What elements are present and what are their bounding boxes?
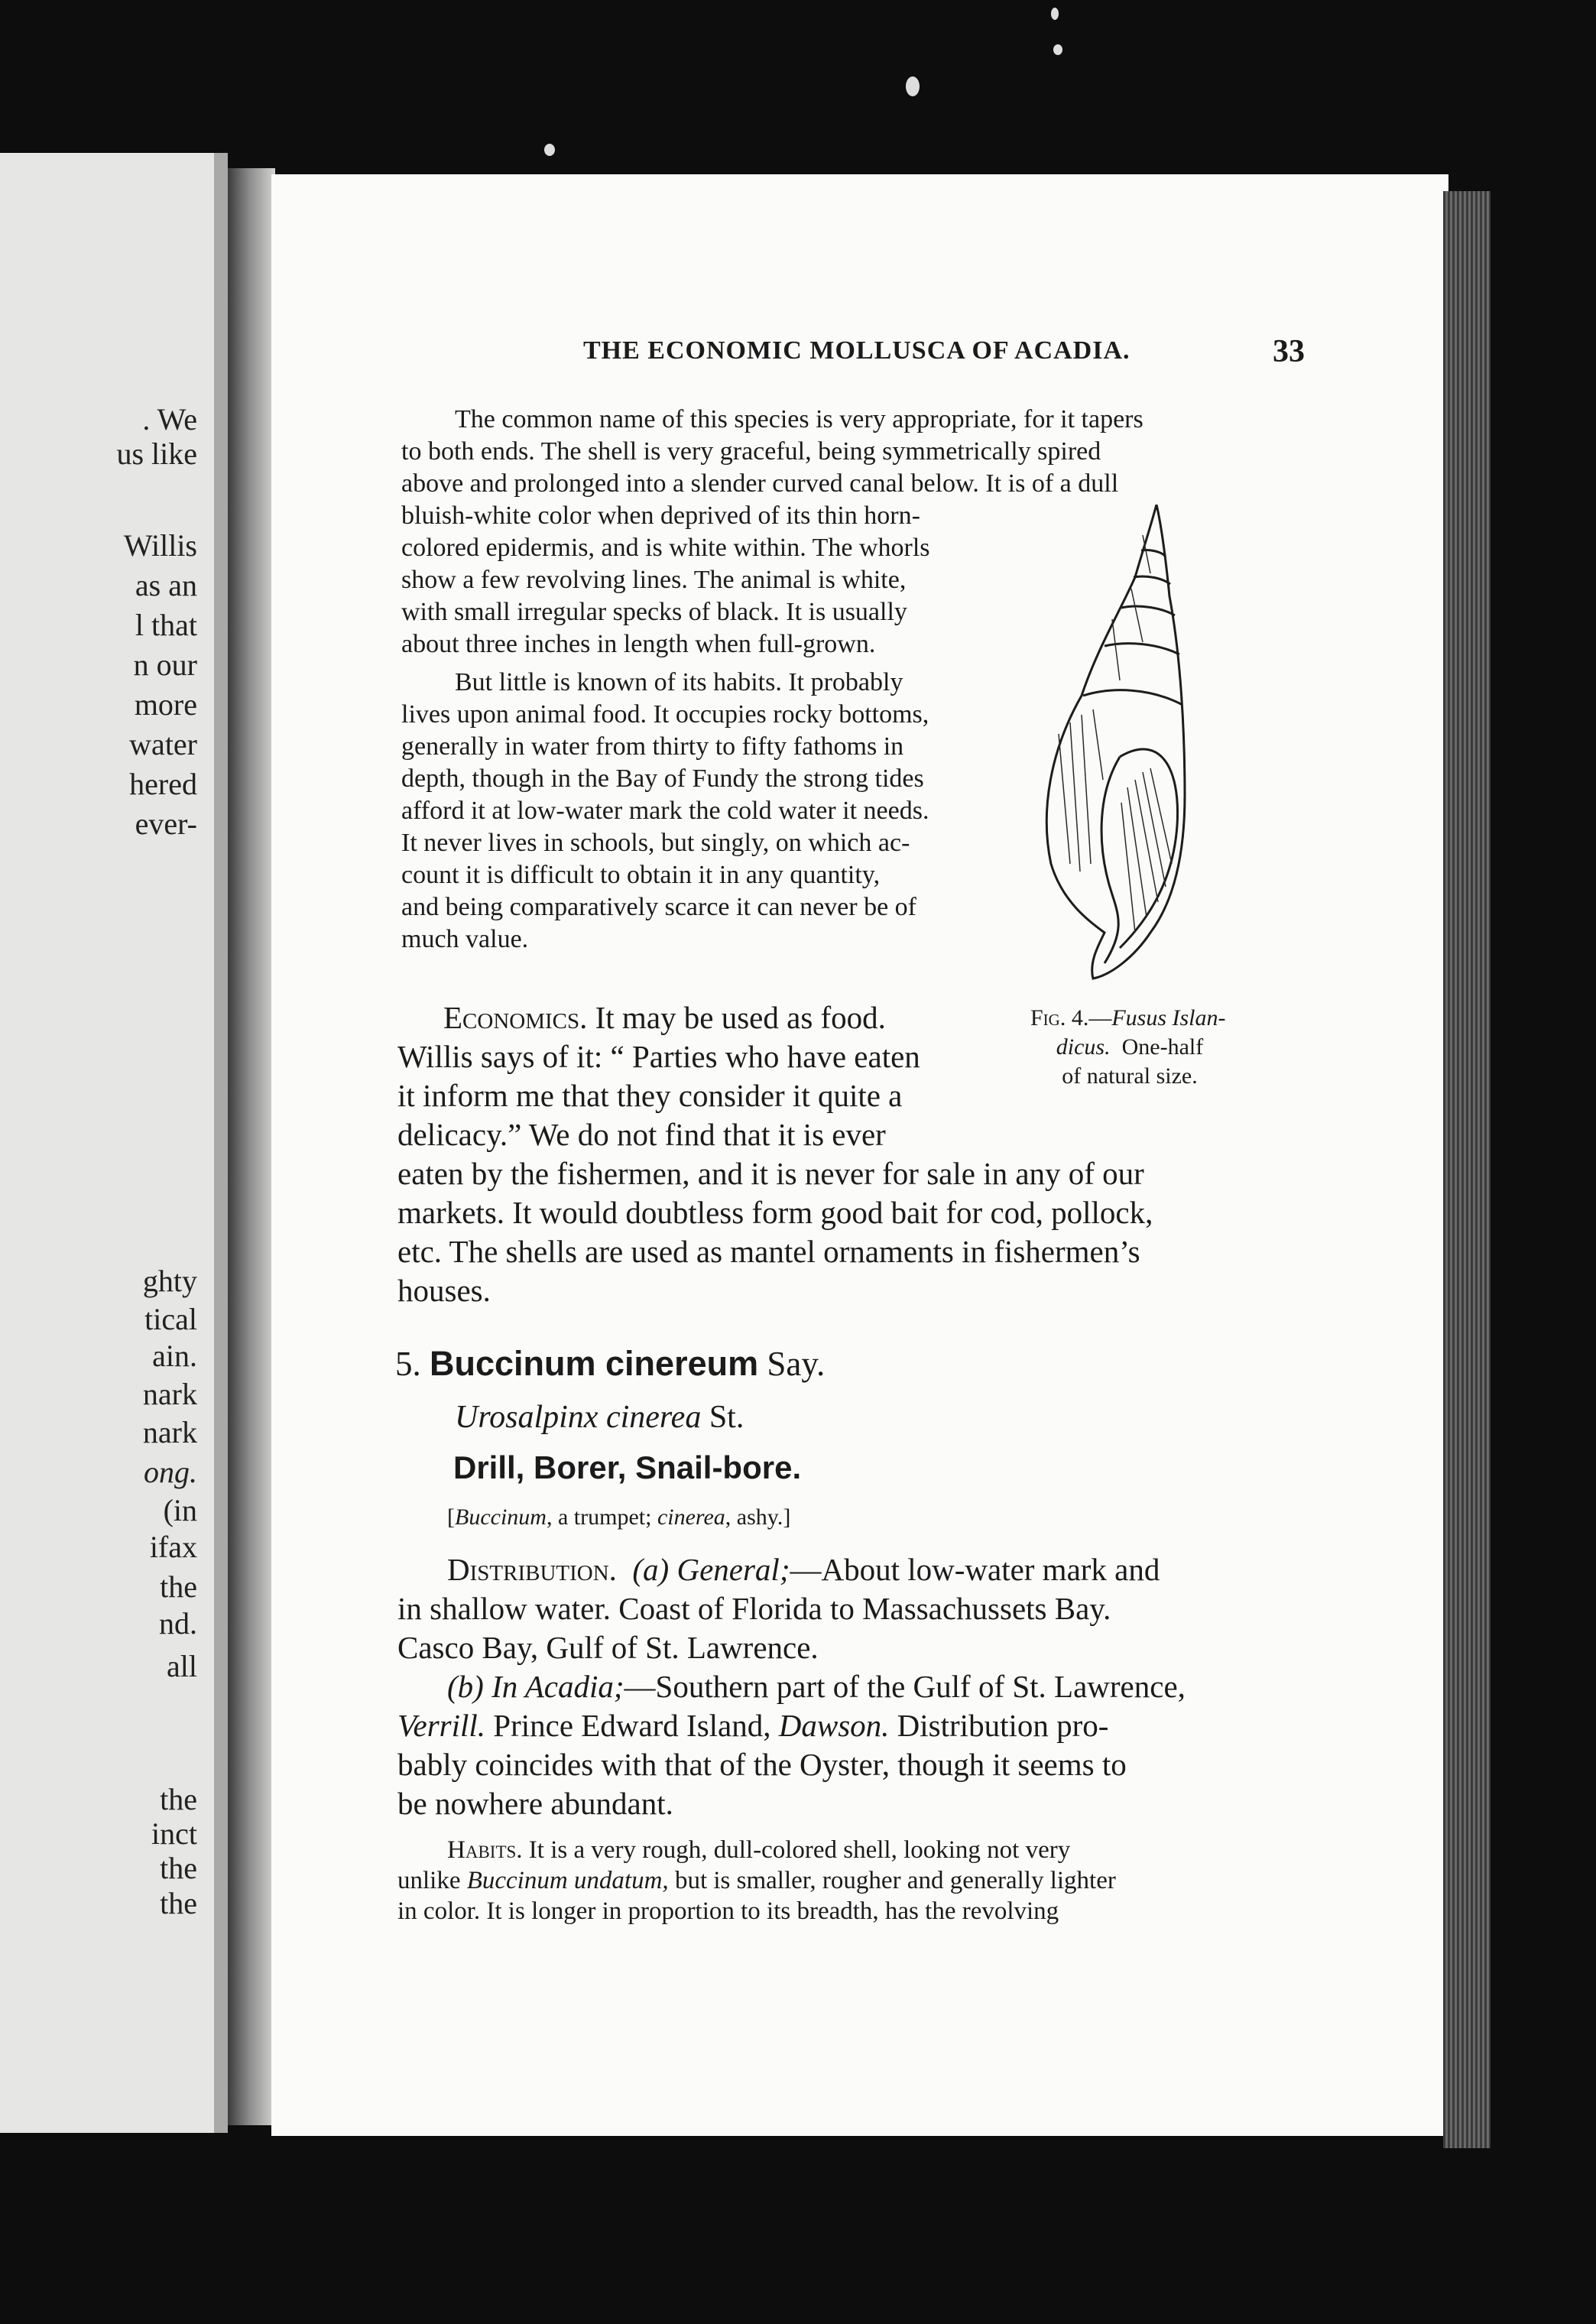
left-page-line: hered	[129, 767, 197, 801]
habits-line: depth, though in the Bay of Fundy the strong tides	[401, 764, 924, 793]
economics-label: Economics.	[443, 1000, 588, 1035]
habits-section	[397, 1835, 1116, 1926]
scan-speck	[1051, 8, 1059, 20]
distribution-line: Distribution. (a) General;—About low-water mark and	[447, 1552, 1160, 1587]
left-page-line: ghty	[142, 1264, 197, 1298]
description-line: about three inches in length when full-grown.	[401, 630, 876, 658]
habits-line: generally in water from thirty to fifty fathoms in	[401, 732, 904, 761]
habits-line: afford it at low-water mark the cold water it needs.	[401, 797, 929, 825]
distribution-line: in shallow water. Coast of Florida to Massachussets Bay.	[397, 1591, 1111, 1626]
common-names: Drill, Borer, Snail-bore.	[453, 1449, 802, 1485]
habits-line: lives upon animal food. It occupies rocky bottoms,	[401, 700, 929, 729]
left-page-line: more	[134, 687, 197, 722]
left-page-line: . We	[142, 402, 197, 437]
left-page-line: all	[167, 1649, 197, 1683]
page-edges	[1443, 191, 1491, 2148]
scan-speck	[906, 76, 920, 96]
distribution-label: Distribution.	[447, 1552, 617, 1587]
habits-label: Habits.	[447, 1836, 523, 1864]
species-number: 5.	[395, 1345, 421, 1383]
left-page-line: the	[160, 1886, 197, 1920]
left-page-line: inct	[151, 1816, 197, 1851]
left-page-line: ain.	[152, 1339, 197, 1373]
habits-line: Habits. It is a very rough, dull-colored shell, looking not very	[447, 1836, 1071, 1864]
caption-scale: of natural size.	[1062, 1063, 1198, 1089]
habits-line: unlike Buccinum undatum, but is smaller, rougher and generally lighter	[397, 1867, 1116, 1894]
left-page-line: the	[160, 1569, 197, 1604]
description-line: bluish-white color when deprived of its thin horn-	[401, 501, 920, 530]
book-gutter	[228, 168, 275, 2125]
left-page-line: nark	[142, 1415, 197, 1449]
left-page-line: nark	[142, 1377, 197, 1411]
habits-paragraph	[401, 667, 929, 956]
distribution-line: be nowhere abundant.	[397, 1786, 673, 1821]
distribution-line: Verrill. Prince Edward Island, Dawson. Distribution pro-	[397, 1708, 1109, 1743]
page-number: 33	[1273, 334, 1305, 369]
habits-line: It never lives in schools, but singly, on which ac-	[401, 829, 910, 857]
description-line: with small irregular specks of black. It is usually	[401, 598, 907, 626]
description-line: to both ends. The shell is very graceful, being symmetrically spired	[401, 437, 1101, 466]
scan-speck	[1053, 44, 1062, 55]
species-name: Buccinum cinereum	[430, 1344, 759, 1383]
caption-scale: One-half	[1121, 1034, 1204, 1060]
habits-line: in color. It is longer in proportion to its breadth, has the revolving	[397, 1897, 1059, 1925]
economics-line: etc. The shells are used as mantel ornaments in fishermen’s	[397, 1234, 1140, 1269]
species-author: Say.	[767, 1345, 826, 1383]
left-page-line: as an	[135, 568, 197, 602]
species-heading	[395, 1344, 825, 1384]
scan-speck	[544, 144, 555, 156]
habits-line: and being comparatively scarce it can never be of	[401, 893, 917, 921]
distribution-paragraph	[397, 1550, 1186, 1823]
habits-line: much value.	[401, 925, 529, 953]
economics-line: houses.	[397, 1273, 491, 1308]
shell-illustration	[1036, 505, 1189, 982]
economics-line: Willis says of it: “ Parties who have eaten	[397, 1039, 920, 1074]
left-page-line: the	[160, 1851, 197, 1885]
economics-line: delicacy.” We do not find that it is ever	[397, 1117, 886, 1152]
distribution-line: (b) In Acadia;—Southern part of the Gulf of St. Lawrence,	[447, 1669, 1186, 1704]
left-page-line: n our	[133, 648, 197, 682]
left-page-line: ifax	[149, 1530, 197, 1564]
left-page-line: (in	[163, 1493, 197, 1527]
previous-page	[0, 153, 228, 2133]
economics-paragraph	[397, 998, 1153, 1310]
left-page-line: Willis	[123, 528, 197, 563]
caption-species: dicus.	[1056, 1034, 1111, 1060]
left-page-line: us like	[116, 437, 197, 471]
left-page-line: nd.	[159, 1606, 197, 1641]
description-line: colored epidermis, and is white within. The whorls	[401, 534, 930, 562]
description-line: The common name of this species is very appropriate, for it tapers	[455, 405, 1143, 433]
etymology-note: [Buccinum, a trumpet; cinerea, ashy.]	[447, 1504, 791, 1530]
description-line: show a few revolving lines. The animal is white,	[401, 566, 907, 594]
caption-species: Fusus Islan-	[1111, 1005, 1226, 1031]
economics-line: Economics. It may be used as food.	[443, 1000, 886, 1035]
species-synonym: Urosalpinx cinerea St.	[455, 1400, 744, 1435]
habits-line: count it is difficult to obtain it in any quantity,	[401, 861, 881, 889]
habits-line: But little is known of its habits. It probably	[455, 668, 903, 696]
left-page-line: l that	[135, 608, 197, 642]
description-paragraph	[401, 404, 1143, 661]
left-page-line: ong.	[144, 1455, 197, 1489]
description-line: above and prolonged into a slender curved canal below. It is of a dull	[401, 469, 1119, 498]
left-page-line: the	[160, 1782, 197, 1816]
economics-line: eaten by the fishermen, and it is never for sale in any of our	[397, 1156, 1144, 1191]
left-page-line: water	[129, 727, 197, 761]
left-page-line: ever-	[135, 807, 197, 841]
caption-figure-number: Fig. 4.—	[1030, 1005, 1112, 1031]
economics-line: markets. It would doubtless form good bait for cod, pollock,	[397, 1195, 1153, 1230]
distribution-line: bably coincides with that of the Oyster, though it seems to	[397, 1747, 1127, 1782]
distribution-line: Casco Bay, Gulf of St. Lawrence.	[397, 1630, 819, 1665]
running-header: THE ECONOMIC MOLLUSCA OF ACADIA.	[583, 336, 1130, 365]
page-33	[271, 174, 1448, 2136]
left-page-line: tical	[144, 1302, 197, 1336]
economics-line: it inform me that they consider it quite a	[397, 1078, 903, 1113]
